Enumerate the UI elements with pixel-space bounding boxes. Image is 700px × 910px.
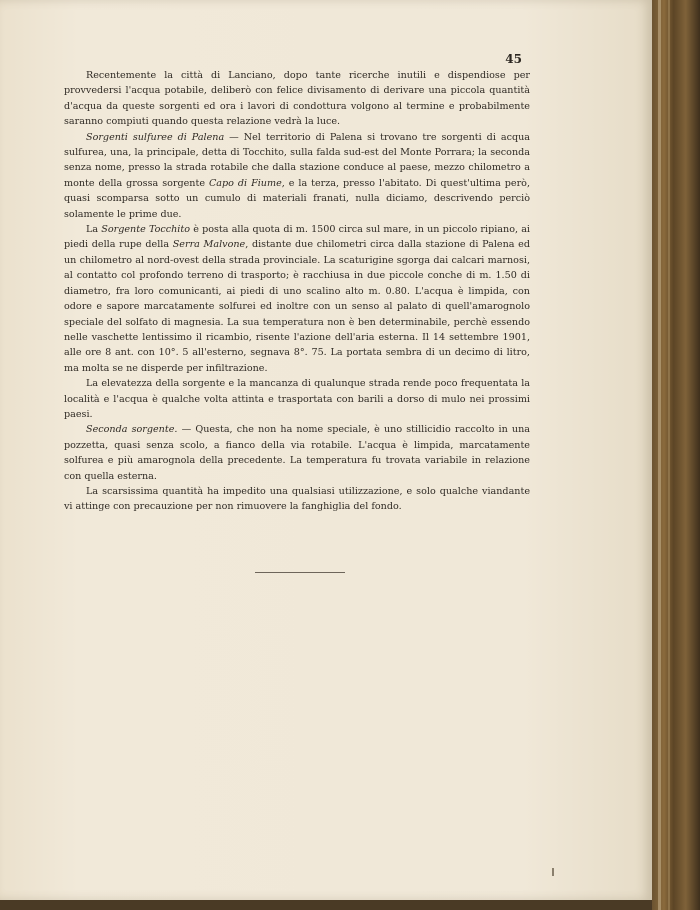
italic-text: Serra Malvone bbox=[172, 239, 246, 251]
text-segment: è posta alla quota di m. 1500 circa sul mare, in un piccolo ripiano, ai piedi della rupe della bbox=[64, 224, 530, 251]
text-segment: La scarsissima quantità ha impedito una qualsiasi utilizzazione, e solo qualche viandante vi attinge con precauzione per non rimuovere la fanghiglia del fondo. bbox=[64, 485, 530, 513]
spine-edge bbox=[658, 0, 661, 910]
paragraph-sorgente-tocchito bbox=[64, 222, 530, 376]
italic-text: Seconda sorgente. bbox=[86, 424, 178, 436]
text-segment: — Nel territorio di Palena si trovano tre sorgenti di acqua sulfurea, una, la principale, detta di Tocchito, sulla falda sud-est del Monte Porrara; la seconda senza nome, presso la strada rotabile che dalla stazione conduce al paese, mezzo chilometro a monte della grossa sorgente bbox=[64, 131, 530, 189]
page-mark bbox=[552, 868, 554, 876]
italic-text: Capo di Fiume bbox=[208, 177, 282, 189]
paragraph-scarsissima bbox=[64, 484, 530, 515]
page-number: 45 bbox=[505, 52, 522, 66]
paragraph-lanciano bbox=[64, 68, 530, 130]
body-text bbox=[64, 68, 530, 515]
italic-text: Sorgente Tocchito bbox=[101, 224, 191, 236]
text-segment: , distante due chilometri circa dalla stazione di Palena ed un chilometro al nord-ovest della strada provinciale. La scaturigine sgorga dai calcari marnosi, al contatto col profondo terreno di trasporto; è racchiusa in due piccole conche di m. 1.50 di diametro, fra loro comunicanti, ai piedi di uno scalino alto m. 0.80. L'acqua è limpida, con odore e sapore marcatamente solfurei ed inoltre con un senso al palato di quell'amarognolo speciale del solfato di magnesia. La sua temperatura non è ben determinabile, perchè essendo nelle vaschette lentissimo il ricambio, risente l'azione dell'aria esterna. Il 14 settembre 1901, alle ore 8 ant. con 10°. 5 all'esterno, segnava 8°. 75. La portata sembra di un decimo di litro, ma molta se ne disperde per infiltrazione. bbox=[64, 239, 531, 374]
text-segment: Recentemente la città di Lanciano, dopo tante ricerche inutili e dispendiose per provvedersi l'acqua potabile, deliberò con felice divisamento di derivare una piccola quantità d'acqua da queste sorgenti ed ora i lavori di condottura volgono al termine e probabilmente saranno compiuti quando questa relazione vedrà la luce. bbox=[64, 70, 530, 128]
text-segment: — Questa, che non ha nome speciale, è uno stillicidio raccolto in una pozzetta, quasi senza scolo, a fianco della via rotabile. L'acqua è limpida, marcatamente solfurea e più amarognola della precedente. La temperatura fu trovata variabile in relazione con quella esterna. bbox=[64, 424, 530, 482]
text-segment: La bbox=[86, 224, 102, 236]
paragraph-seconda-sorgente bbox=[64, 422, 530, 484]
spine-edge bbox=[668, 0, 670, 910]
text-segment: La elevatezza della sorgente e la mancanza di qualunque strada rende poco frequentata la località e l'acqua è qualche volta attinta e trasportata con barili a dorso di mulo nei prossimi paesi. bbox=[64, 378, 530, 420]
page-bottom-edge bbox=[0, 900, 652, 910]
section-divider bbox=[255, 572, 345, 573]
paragraph-sorgenti-palena bbox=[64, 130, 530, 222]
paragraph-elevatezza bbox=[64, 376, 530, 422]
book-spine bbox=[652, 0, 700, 910]
italic-text: Sorgenti sulfuree di Palena bbox=[86, 131, 225, 143]
text-segment: , e la terza, presso l'abitato. Di quest'ultima però, quasi scomparsa sotto un cumulo di materiali franati, nulla diciamo, descrivendo perciò solamente le prime due. bbox=[64, 177, 530, 220]
